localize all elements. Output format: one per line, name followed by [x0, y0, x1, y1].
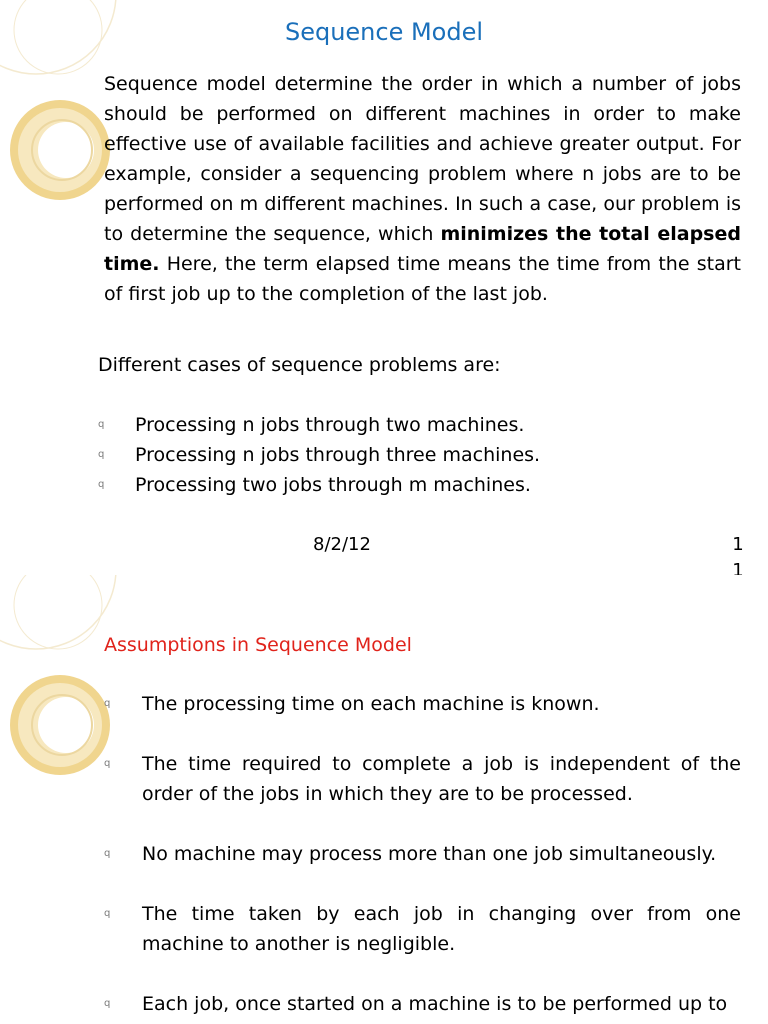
- list-item-text: Processing n jobs through two machines.: [135, 414, 525, 436]
- list-item-text: Processing two jobs through m machines.: [135, 474, 531, 496]
- paragraph-bold-text: minimizes the total elapsed time.: [104, 223, 741, 275]
- list-item: [104, 749, 741, 809]
- bullet-icon: q: [98, 449, 105, 460]
- slide-title: Sequence Model: [284, 18, 484, 46]
- list-item: [98, 410, 540, 440]
- list-item: [98, 440, 540, 470]
- cases-heading: Different cases of sequence problems are:: [98, 354, 501, 376]
- list-item-text: The time required to complete a job is independent of the order of the jobs in which they are to be processed.: [142, 753, 741, 805]
- slide-2: [0, 575, 768, 1024]
- list-item: [104, 989, 741, 1019]
- bullet-icon: q: [104, 998, 111, 1009]
- cases-list: [98, 410, 540, 500]
- assumptions-list: [104, 689, 741, 1019]
- page-number: [731, 532, 745, 575]
- bullet-icon: q: [98, 419, 105, 430]
- list-item: [98, 470, 540, 500]
- bullet-icon: q: [104, 758, 111, 769]
- list-item-text: The processing time on each machine is known.: [142, 693, 600, 715]
- list-item-text: No machine may process more than one job simultaneously.: [142, 843, 717, 865]
- list-item: [104, 689, 741, 719]
- paragraph-text-1: Sequence model determine the order in which a number of jobs should be performed on different machines in order to make effective use of available facilities and achieve greater output. For example, consider a sequencing problem where n jobs are to be performed on m different machines. In such a case, our problem is to determine the sequence, which: [104, 73, 741, 245]
- list-item-text: Each job, once started on a machine is to be performed up to: [142, 993, 728, 1015]
- intro-paragraph: [104, 69, 741, 309]
- list-item-text: The time taken by each job in changing over from one machine to another is negligible.: [142, 903, 741, 955]
- page-number-line-2: 1: [732, 560, 744, 575]
- paragraph-text-2: Here, the term elapsed time means the time from the start of first job up to the completion of the last job.: [104, 253, 741, 305]
- footer-date: 8/2/12: [313, 534, 371, 555]
- bullet-icon: q: [104, 908, 111, 919]
- bullet-icon: q: [104, 848, 111, 859]
- bullet-icon: q: [104, 698, 111, 709]
- list-item: [104, 839, 741, 869]
- page-number-line-1: 1: [732, 534, 744, 555]
- section-heading: Assumptions in Sequence Model: [104, 634, 412, 656]
- bullet-icon: q: [98, 479, 105, 490]
- list-item-text: Processing n jobs through three machines.: [135, 444, 541, 466]
- list-item: [104, 899, 741, 959]
